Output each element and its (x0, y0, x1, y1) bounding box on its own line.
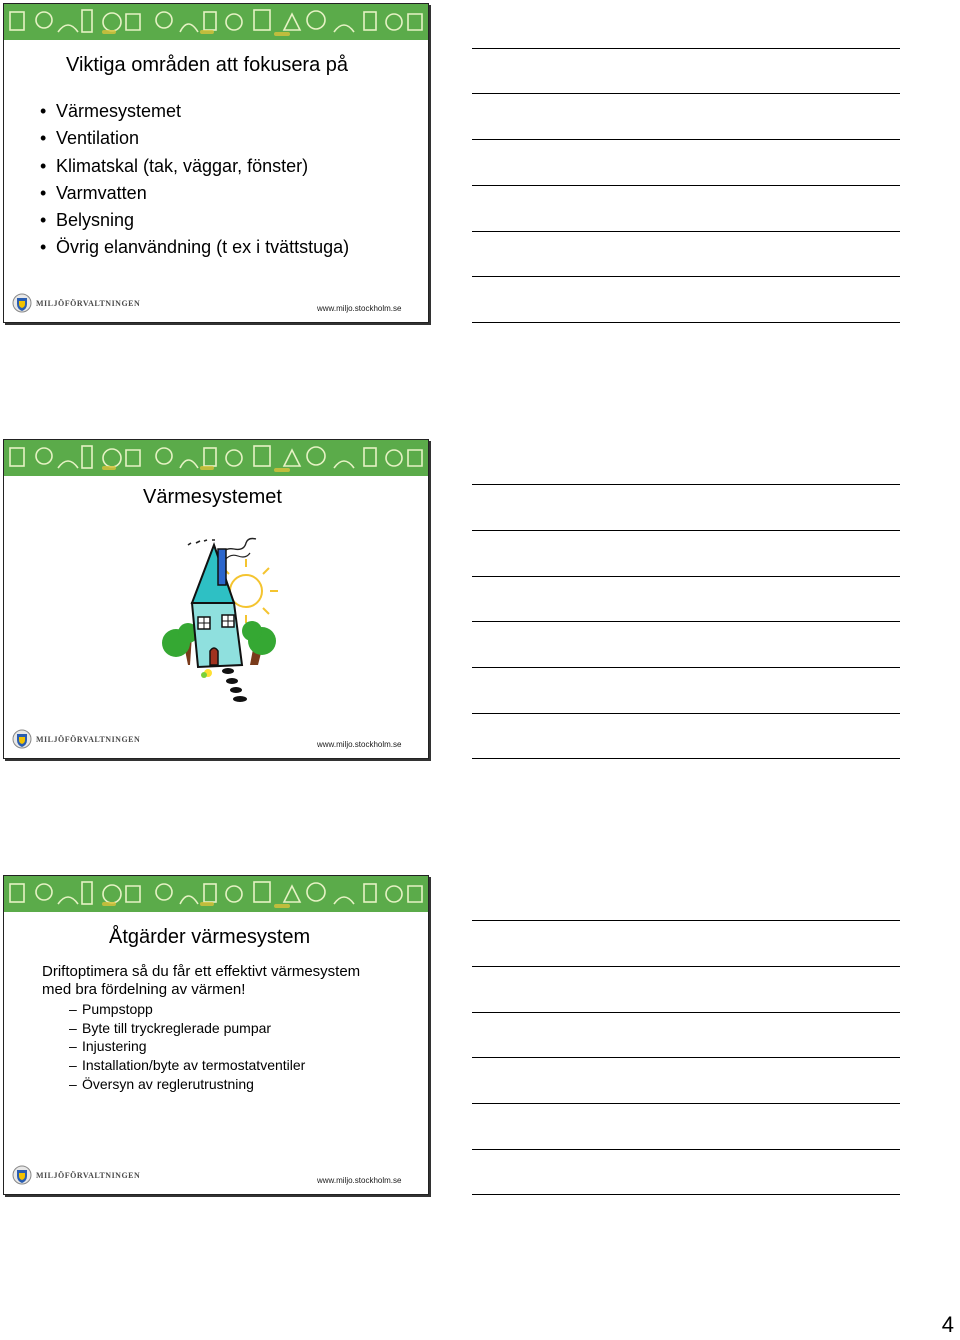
bullet-item: • Klimatskal (tak, väggar, fönster) (40, 153, 349, 180)
note-line (472, 530, 900, 531)
crest-icon (12, 1165, 32, 1185)
note-line (472, 621, 900, 622)
bullet-item: • Värmesystemet (40, 98, 349, 125)
note-line (472, 93, 900, 94)
logo-text: MILJÖFÖRVALTNINGEN (36, 298, 141, 308)
note-line (472, 966, 900, 967)
note-line (472, 276, 900, 277)
banner-pattern (4, 4, 428, 40)
body-line: Driftoptimera så du får ett effektivt värmesystem (42, 963, 361, 980)
site-url: www.miljo.stockholm.se (317, 740, 402, 749)
slide-3-sub-list (69, 1000, 305, 1094)
miljoforvaltningen-logo (12, 729, 140, 749)
tree-left (162, 623, 198, 665)
bullet-list (40, 98, 349, 262)
note-line (472, 185, 900, 186)
banner-pattern (4, 876, 428, 912)
logo-text: MILJÖFÖRVALTNINGEN (36, 734, 141, 744)
site-url: www.miljo.stockholm.se (317, 304, 402, 313)
bullet-item: • Övrig elanvändning (t ex i tvättstuga) (40, 234, 349, 261)
path-stones (222, 668, 247, 702)
page-number: 4 (941, 1312, 954, 1337)
sub-list-item: – Översyn av reglerutrustning (69, 1075, 305, 1094)
note-line (472, 1057, 900, 1058)
note-line (472, 1194, 900, 1195)
note-line (472, 667, 900, 668)
logo-text: MILJÖFÖRVALTNINGEN (36, 1170, 141, 1180)
note-line (472, 576, 900, 577)
slide-title: Åtgärder värmesystem (109, 926, 311, 948)
crest-icon (12, 293, 32, 313)
sub-list-item: – Installation/byte av termostatventiler (69, 1056, 305, 1075)
slide-2 (3, 439, 429, 759)
note-line (472, 713, 900, 714)
note-line (472, 1149, 900, 1150)
note-line (472, 920, 900, 921)
crest-icon (12, 729, 32, 749)
slide-1 (3, 3, 429, 323)
miljoforvaltningen-logo (12, 293, 140, 313)
slide-3-body (42, 963, 360, 999)
note-line (472, 231, 900, 232)
sub-list-item: – Pumpstopp (69, 1000, 305, 1019)
note-line (472, 484, 900, 485)
bullet-item: • Ventilation (40, 125, 349, 152)
tree-right (242, 621, 276, 665)
site-url: www.miljo.stockholm.se (317, 1176, 402, 1185)
slide-footer (4, 1158, 428, 1194)
bullet-item: • Belysning (40, 207, 349, 234)
note-line (472, 1012, 900, 1013)
banner-pattern (4, 440, 428, 476)
house-door (210, 648, 218, 665)
slide-footer (4, 286, 428, 322)
bullet-item: • Varmvatten (40, 180, 349, 207)
slide-title: Viktiga områden att fokusera på (66, 54, 349, 76)
slide-banner (4, 440, 428, 476)
note-line (472, 758, 900, 759)
sub-list-item: – Injustering (69, 1037, 305, 1056)
slide-banner (4, 876, 428, 912)
body-line: med bra fördelning av värmen! (42, 981, 246, 998)
miljoforvaltningen-logo (12, 1165, 140, 1185)
note-line (472, 322, 900, 323)
note-line (472, 139, 900, 140)
sub-list-item: – Byte till tryckreglerade pumpar (69, 1019, 305, 1038)
note-line (472, 48, 900, 49)
house-illustration (158, 535, 278, 705)
slide-footer (4, 722, 428, 758)
slide-title: Värmesystemet (143, 486, 282, 508)
note-line (472, 1103, 900, 1104)
slide-banner (4, 4, 428, 40)
